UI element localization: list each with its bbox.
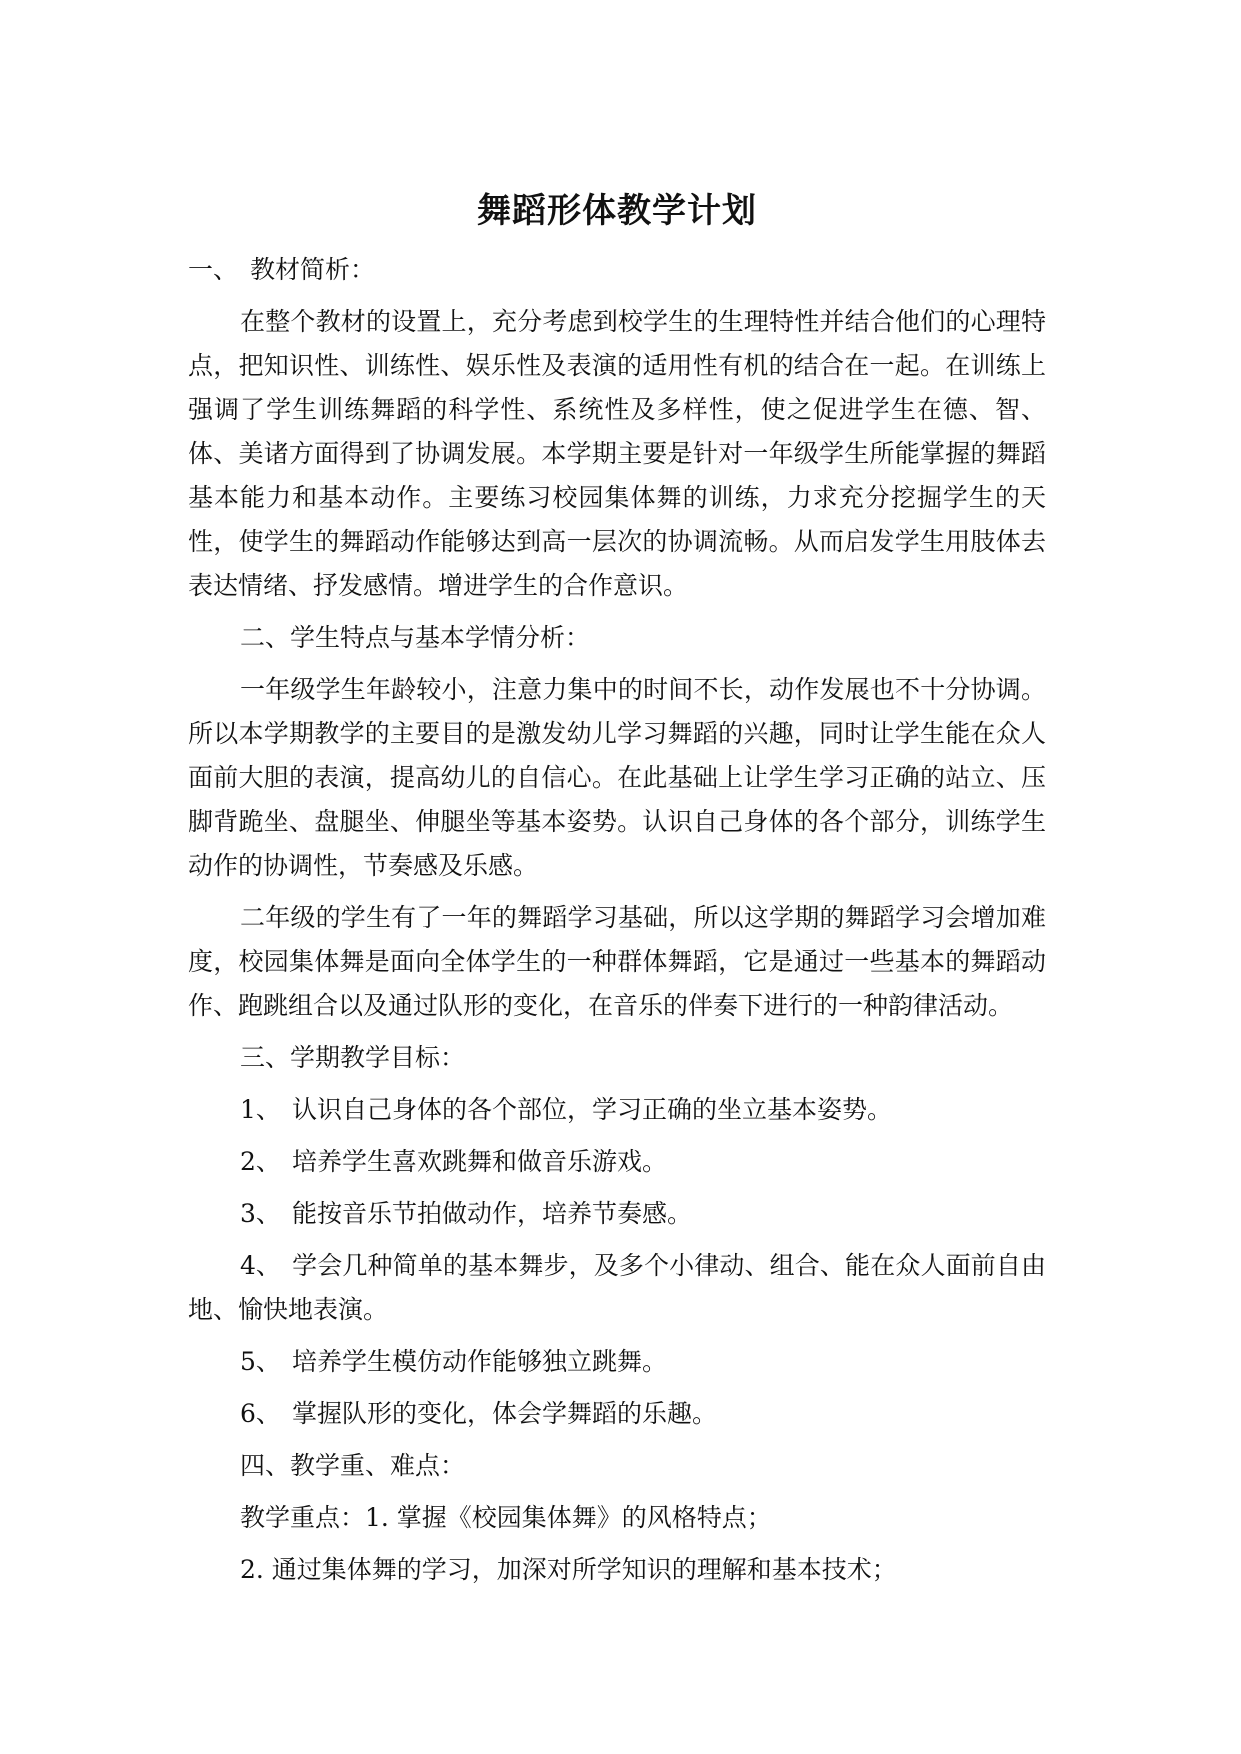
- section-1-heading-text: 教材简析：: [250, 255, 376, 284]
- goal-item-6-number: 6、: [240, 1399, 281, 1428]
- goal-item-3: [188, 1192, 1046, 1236]
- key-points-line-1: 教学重点：1. 掌握《校园集体舞》的风格特点；: [240, 1503, 772, 1532]
- section-1-number: 一、: [188, 255, 239, 284]
- section-1-paragraph: 在整个教材的设置上，充分考虑到校学生的生理特性并结合他们的心理特点，把知识性、训练性、娱乐性及表演的适用性有机的结合在一起。在训练上强调了学生训练舞蹈的科学性、系统性及多样性，使之促进学生在德、智、体、美诸方面得到了协调发展。本学期主要是针对一年级学生所能掌握的舞蹈基本能力和基本动作。主要练习校园集体舞的训练，力求充分挖掘学生的天性，使学生的舞蹈动作能够达到高一层次的协调流畅。从而启发学生用肢体去表达情绪、抒发感情。增进学生的合作意识。: [188, 307, 1046, 600]
- section-2-heading: 二、学生特点与基本学情分析：: [240, 623, 591, 652]
- goal-item-4-number: 4、: [240, 1251, 281, 1280]
- section-3-heading: 三、学期教学目标：: [240, 1043, 466, 1072]
- document-title: 舞蹈形体教学计划: [477, 191, 757, 231]
- goal-item-2-text: 培养学生喜欢跳舞和做音乐游戏。: [292, 1147, 668, 1176]
- goal-item-4: [188, 1244, 1046, 1332]
- goal-item-6: [188, 1392, 1046, 1436]
- document-content: [188, 186, 1046, 1600]
- goal-item-4-text: 学会几种简单的基本舞步，及多个小律动、组合、能在众人面前自由地、愉快地表演。: [188, 1251, 1046, 1324]
- goal-item-3-text: 能按音乐节拍做动作，培养节奏感。: [292, 1199, 693, 1228]
- section-2-paragraph-1: 一年级学生年龄较小，注意力集中的时间不长，动作发展也不十分协调。所以本学期教学的主要目的是激发幼儿学习舞蹈的兴趣，同时让学生能在众人面前大胆的表演，提高幼儿的自信心。在此基础上让学生学习正确的站立、压脚背跪坐、盘腿坐、伸腿坐等基本姿势。认识自己身体的各个部分，训练学生动作的协调性，节奏感及乐感。: [188, 675, 1046, 880]
- goal-item-2: [188, 1140, 1046, 1184]
- goal-item-5-number: 5、: [240, 1347, 281, 1376]
- goal-item-1: [188, 1088, 1046, 1132]
- goal-item-6-text: 掌握队形的变化，体会学舞蹈的乐趣。: [292, 1399, 718, 1428]
- section-1-heading: [188, 248, 1046, 292]
- section-4-heading: 四、教学重、难点：: [240, 1451, 466, 1480]
- goal-item-5: [188, 1340, 1046, 1384]
- goal-item-5-text: 培养学生模仿动作能够独立跳舞。: [292, 1347, 668, 1376]
- goal-item-1-number: 1、: [240, 1095, 281, 1124]
- goal-item-1-text: 认识自己身体的各个部位，学习正确的坐立基本姿势。: [292, 1095, 893, 1124]
- section-2-paragraph-2: 二年级的学生有了一年的舞蹈学习基础，所以这学期的舞蹈学习会增加难度，校园集体舞是面向全体学生的一种群体舞蹈，它是通过一些基本的舞蹈动作、跑跳组合以及通过队形的变化，在音乐的伴奏下进行的一种韵律活动。: [188, 903, 1046, 1020]
- goal-item-3-number: 3、: [240, 1199, 281, 1228]
- goal-item-2-number: 2、: [240, 1147, 281, 1176]
- key-points-line-2: 2. 通过集体舞的学习，加深对所学知识的理解和基本技术；: [240, 1555, 897, 1584]
